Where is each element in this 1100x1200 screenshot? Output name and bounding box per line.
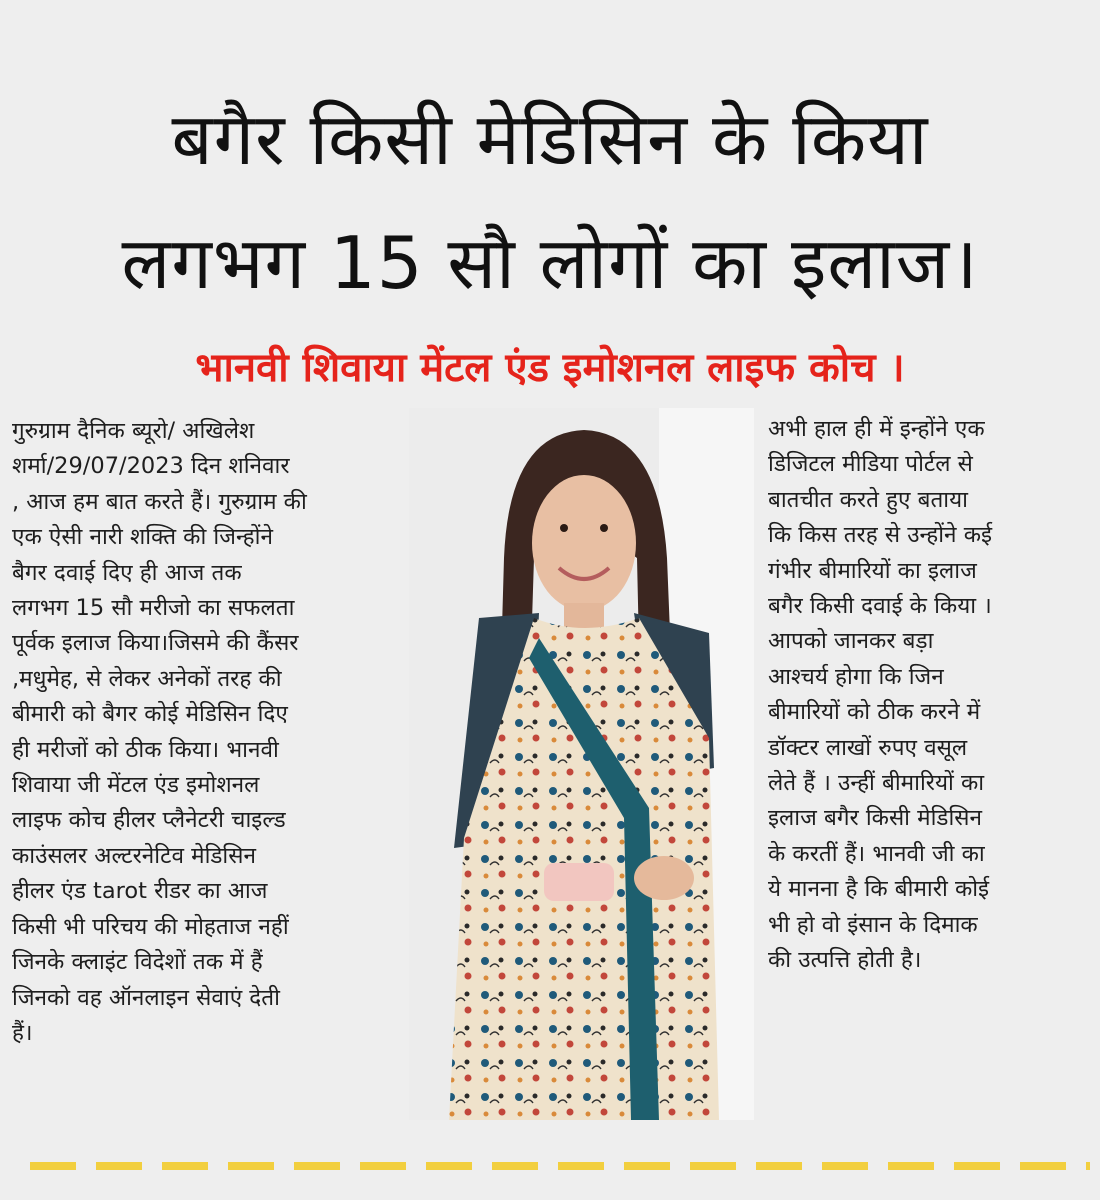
article-right-column	[768, 412, 1088, 979]
text-line: जिनके क्लाइंट विदेशों तक में हैं	[12, 949, 263, 976]
text-line: बीमारियों को ठीक करने में	[768, 699, 981, 726]
text-line: बातचीत करते हुए बताया	[768, 486, 968, 513]
text-line: ही मरीजों को ठीक किया। भानवी	[12, 736, 279, 763]
text-line: पूर्वक इलाज किया।जिसमे की कैंसर	[12, 630, 299, 657]
text-line: आपको जानकर बड़ा	[768, 628, 934, 655]
subheadline: भानवी शिवाया मेंटल एंड इमोशनल लाइफ कोच ।	[195, 345, 905, 391]
text-line: गुरुग्राम दैनिक ब्यूरो/ अखिलेश	[12, 418, 255, 444]
text-line: काउंसलर अल्टरनेटिव मेडिसिन	[12, 842, 256, 869]
text-line: शर्मा/29/07/2023 दिन शनिवार	[12, 453, 290, 480]
article-left-column	[12, 414, 392, 1051]
dashed-divider	[30, 1162, 1090, 1170]
text-line: गंभीर बीमारियों का इलाज	[768, 557, 977, 584]
text-line: कि किस तरह से उन्होंने कई	[768, 522, 993, 549]
text-line: अभी हाल ही में इन्होंने एक	[768, 416, 985, 442]
text-line: लाइफ कोच हीलर प्लैनेटरी चाइल्ड	[12, 807, 286, 834]
text-line: हीलर एंड tarot रीडर का आज	[12, 878, 268, 905]
text-line: जिनको वह ऑनलाइन सेवाएं देती	[12, 984, 280, 1011]
headline-line-2: लगभग 15 सौ लोगों का इलाज।	[121, 221, 979, 305]
text-line: लेते हैं । उन्हीं बीमारियों का	[768, 770, 985, 797]
text-line: भी हो वो इंसान के दिमाक	[768, 911, 978, 938]
text-line: इलाज बगैर किसी मेडिसिन	[768, 805, 982, 832]
text-line: , आज हम बात करते हैं। गुरुग्राम की	[12, 488, 307, 515]
text-line: डॉक्टर लाखों रुपए वसूल	[768, 734, 968, 761]
text-line: बगैर किसी दवाई के किया ।	[768, 593, 992, 620]
text-line: की उत्पत्ति होती है।	[768, 947, 922, 974]
portrait-photo	[409, 408, 754, 1120]
text-line: डिजिटल मीडिया पोर्टल से	[768, 451, 973, 478]
text-line: ये मानना है कि बीमारी कोई	[768, 876, 990, 903]
text-line: हैं।	[12, 1019, 33, 1046]
text-line: के करतीं हैं। भानवी जी का	[768, 840, 985, 867]
text-line: बैगर दवाई दिए ही आज तक	[12, 559, 242, 586]
text-line: लगभग 15 सौ मरीजो का सफलता	[12, 595, 295, 622]
text-line: ,मधुमेह, से लेकर अनेकों तरह की	[12, 665, 282, 692]
text-line: बीमारी को बैगर कोई मेडिसिन दिए	[12, 701, 288, 728]
text-line: किसी भी परिचय की मोहताज नहीं	[12, 913, 289, 940]
text-line: शिवाया जी मेंटल एंड इमोशनल	[12, 772, 260, 799]
text-line: आश्चर्य होगा कि जिन	[768, 663, 944, 690]
headline-line-1: बगैर किसी मेडिसिन के किया	[171, 97, 929, 181]
text-line: एक ऐसी नारी शक्ति की जिन्होंने	[12, 524, 273, 551]
